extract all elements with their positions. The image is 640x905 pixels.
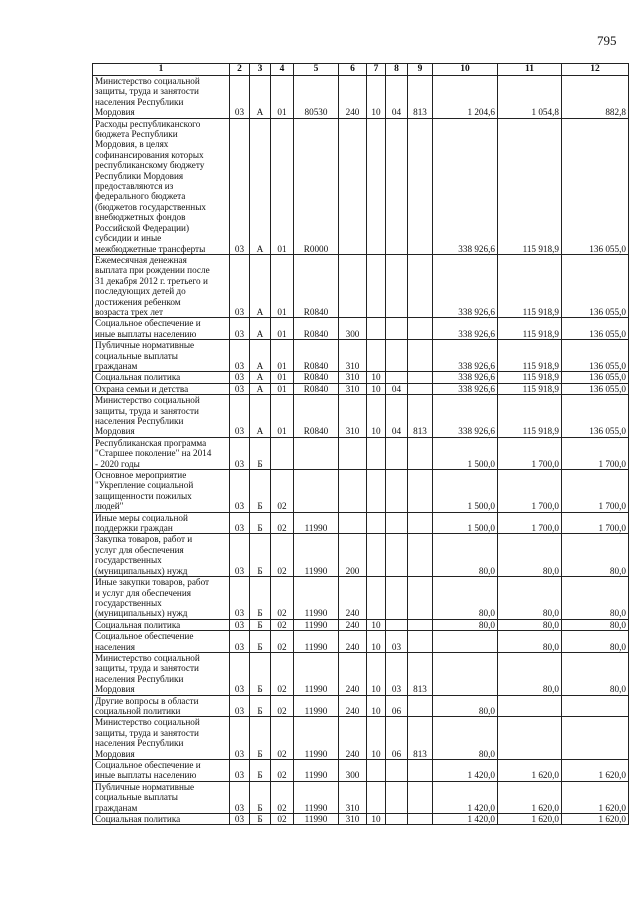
header-cell: 6 [339, 64, 367, 76]
section-code: 03 [230, 534, 250, 577]
row-name: Министерство социальной защиты, труда и занятости населения Республики Мордовия [93, 652, 230, 695]
expense-type-code: 200 [339, 534, 367, 577]
amount-year-2: 80,0 [498, 577, 562, 620]
target-code: 11990 [294, 814, 339, 825]
program-code: Б [250, 470, 271, 513]
expense-type-code: 310 [339, 814, 367, 825]
subdivision-code: 06 [386, 717, 408, 760]
subdivision-code [386, 577, 408, 620]
subprogram-code: 01 [271, 254, 294, 317]
ministry-code [408, 695, 433, 717]
table-row [93, 512, 629, 534]
ministry-code: 813 [408, 395, 433, 438]
amount-year-3: 136 055,0 [562, 340, 629, 372]
table-row [93, 619, 629, 630]
page-number: 795 [597, 33, 617, 48]
table-row [93, 395, 629, 438]
expense-type-code: 240 [339, 577, 367, 620]
row-name: Министерство социальной защиты, труда и занятости населения Республики Мордовия [93, 395, 230, 438]
header-cell: 3 [250, 64, 271, 76]
section-code: 03 [230, 470, 250, 513]
amount-year-1: 338 926,6 [433, 383, 498, 394]
ministry-code [408, 760, 433, 782]
program-code: Б [250, 631, 271, 653]
target-code: R0840 [294, 383, 339, 394]
amount-year-2: 1 620,0 [498, 760, 562, 782]
amount-year-2: 1 700,0 [498, 512, 562, 534]
program-code: Б [250, 512, 271, 534]
subprogram-code: 01 [271, 340, 294, 372]
subprogram-code: 02 [271, 814, 294, 825]
amount-year-1: 1 420,0 [433, 760, 498, 782]
amount-year-3: 80,0 [562, 534, 629, 577]
subprogram-code: 02 [271, 760, 294, 782]
amount-year-1: 338 926,6 [433, 118, 498, 254]
target-code: R0000 [294, 118, 339, 254]
subprogram-code: 01 [271, 318, 294, 340]
expense-type-code: 240 [339, 76, 367, 119]
table-row [93, 652, 629, 695]
row-name: Социальное обеспечение и иные выплаты населению [93, 318, 230, 340]
division-code [367, 534, 386, 577]
table-row [93, 470, 629, 513]
subprogram-code: 01 [271, 383, 294, 394]
expense-type-code: 240 [339, 717, 367, 760]
amount-year-3: 80,0 [562, 652, 629, 695]
subprogram-code: 02 [271, 470, 294, 513]
section-code: 03 [230, 814, 250, 825]
target-code: 11990 [294, 652, 339, 695]
subdivision-code [386, 340, 408, 372]
expense-type-code: 240 [339, 695, 367, 717]
header-cell: 5 [294, 64, 339, 76]
header-cell: 4 [271, 64, 294, 76]
program-code: Б [250, 619, 271, 630]
subdivision-code [386, 512, 408, 534]
subprogram-code: 02 [271, 631, 294, 653]
row-name: Республиканская программа "Старшее поколение" на 2014 - 2020 годы [93, 437, 230, 469]
division-code [367, 340, 386, 372]
target-code: 11990 [294, 619, 339, 630]
division-code: 10 [367, 814, 386, 825]
amount-year-3: 882,8 [562, 76, 629, 119]
program-code: А [250, 76, 271, 119]
division-code: 10 [367, 76, 386, 119]
table-row [93, 760, 629, 782]
amount-year-1: 80,0 [433, 577, 498, 620]
row-name: Публичные нормативные социальные выплаты гражданам [93, 340, 230, 372]
amount-year-3: 80,0 [562, 631, 629, 653]
amount-year-2 [498, 695, 562, 717]
program-code: А [250, 340, 271, 372]
division-code [367, 118, 386, 254]
division-code [367, 318, 386, 340]
ministry-code [408, 781, 433, 813]
amount-year-2: 80,0 [498, 652, 562, 695]
expense-type-code: 310 [339, 395, 367, 438]
expense-type-code: 300 [339, 760, 367, 782]
amount-year-3: 1 700,0 [562, 512, 629, 534]
subdivision-code [386, 619, 408, 630]
subdivision-code: 03 [386, 631, 408, 653]
ministry-code: 813 [408, 652, 433, 695]
table-row [93, 318, 629, 340]
row-name: Закупка товаров, работ и услуг для обеспечения государственных (муниципальных) нужд [93, 534, 230, 577]
amount-year-3: 1 700,0 [562, 470, 629, 513]
table-row [93, 383, 629, 394]
header-row [93, 64, 629, 76]
subdivision-code [386, 118, 408, 254]
table-row [93, 254, 629, 317]
row-name: Министерство социальной защиты, труда и занятости населения Республики Мордовия [93, 717, 230, 760]
row-name: Министерство социальной защиты, труда и занятости населения Республики Мордовия [93, 76, 230, 119]
amount-year-3: 136 055,0 [562, 383, 629, 394]
subdivision-code: 04 [386, 383, 408, 394]
division-code: 10 [367, 631, 386, 653]
header-cell: 12 [562, 64, 629, 76]
amount-year-2: 1 620,0 [498, 814, 562, 825]
section-code: 03 [230, 717, 250, 760]
target-code: 80530 [294, 76, 339, 119]
row-name: Другие вопросы в области социальной политики [93, 695, 230, 717]
amount-year-2 [498, 717, 562, 760]
expense-type-code: 310 [339, 340, 367, 372]
subprogram-code: 01 [271, 395, 294, 438]
expense-type-code [339, 470, 367, 513]
program-code: Б [250, 695, 271, 717]
division-code [367, 781, 386, 813]
table-row [93, 717, 629, 760]
target-code: 11990 [294, 534, 339, 577]
row-name: Социальное обеспечение и иные выплаты населению [93, 760, 230, 782]
expense-type-code: 300 [339, 318, 367, 340]
ministry-code [408, 512, 433, 534]
division-code: 10 [367, 717, 386, 760]
amount-year-1: 80,0 [433, 695, 498, 717]
target-code: R0840 [294, 395, 339, 438]
subdivision-code: 04 [386, 76, 408, 119]
subprogram-code: 01 [271, 118, 294, 254]
row-name: Социальное обеспечение населения [93, 631, 230, 653]
table-row [93, 577, 629, 620]
target-code: 11990 [294, 760, 339, 782]
amount-year-3: 80,0 [562, 577, 629, 620]
target-code [294, 470, 339, 513]
row-name: Социальная политика [93, 372, 230, 383]
amount-year-3: 1 620,0 [562, 814, 629, 825]
subdivision-code [386, 318, 408, 340]
section-code: 03 [230, 118, 250, 254]
table-row [93, 534, 629, 577]
amount-year-3: 136 055,0 [562, 318, 629, 340]
table-row [93, 437, 629, 469]
header-cell: 11 [498, 64, 562, 76]
subprogram-code: 02 [271, 717, 294, 760]
ministry-code [408, 619, 433, 630]
section-code: 03 [230, 76, 250, 119]
subdivision-code [386, 254, 408, 317]
expense-type-code: 310 [339, 781, 367, 813]
amount-year-1: 1 500,0 [433, 512, 498, 534]
section-code: 03 [230, 318, 250, 340]
subdivision-code: 03 [386, 652, 408, 695]
division-code: 10 [367, 383, 386, 394]
header-cell: 10 [433, 64, 498, 76]
subprogram-code: 02 [271, 577, 294, 620]
section-code: 03 [230, 372, 250, 383]
table-row [93, 372, 629, 383]
section-code: 03 [230, 619, 250, 630]
division-code: 10 [367, 395, 386, 438]
program-code: Б [250, 534, 271, 577]
subdivision-code [386, 814, 408, 825]
program-code: А [250, 383, 271, 394]
amount-year-2: 1 620,0 [498, 781, 562, 813]
division-code [367, 254, 386, 317]
subprogram-code [271, 437, 294, 469]
target-code: R0840 [294, 372, 339, 383]
section-code: 03 [230, 437, 250, 469]
section-code: 03 [230, 383, 250, 394]
program-code: Б [250, 760, 271, 782]
table-row [93, 118, 629, 254]
amount-year-2: 1 700,0 [498, 437, 562, 469]
program-code: А [250, 395, 271, 438]
amount-year-1: 338 926,6 [433, 254, 498, 317]
division-code [367, 760, 386, 782]
row-name: Публичные нормативные социальные выплаты гражданам [93, 781, 230, 813]
amount-year-3: 136 055,0 [562, 118, 629, 254]
expense-type-code: 310 [339, 383, 367, 394]
amount-year-3 [562, 717, 629, 760]
ministry-code [408, 383, 433, 394]
ministry-code [408, 631, 433, 653]
subprogram-code: 01 [271, 76, 294, 119]
subdivision-code [386, 437, 408, 469]
subprogram-code: 01 [271, 372, 294, 383]
amount-year-1: 338 926,6 [433, 318, 498, 340]
amount-year-2: 80,0 [498, 619, 562, 630]
subprogram-code: 02 [271, 695, 294, 717]
expense-type-code: 240 [339, 652, 367, 695]
program-code: Б [250, 437, 271, 469]
subprogram-code: 02 [271, 652, 294, 695]
row-name: Социальная политика [93, 619, 230, 630]
division-code [367, 512, 386, 534]
subdivision-code [386, 470, 408, 513]
expense-type-code [339, 512, 367, 534]
division-code [367, 470, 386, 513]
section-code: 03 [230, 760, 250, 782]
target-code: 11990 [294, 577, 339, 620]
subprogram-code: 02 [271, 534, 294, 577]
section-code: 03 [230, 340, 250, 372]
target-code: R0840 [294, 340, 339, 372]
amount-year-2: 1 054,8 [498, 76, 562, 119]
amount-year-2: 80,0 [498, 631, 562, 653]
division-code: 10 [367, 652, 386, 695]
table-row [93, 781, 629, 813]
table-row [93, 340, 629, 372]
amount-year-2: 115 918,9 [498, 395, 562, 438]
target-code: R0840 [294, 254, 339, 317]
ministry-code [408, 437, 433, 469]
amount-year-1: 338 926,6 [433, 340, 498, 372]
program-code: А [250, 118, 271, 254]
table-row [93, 631, 629, 653]
amount-year-3 [562, 695, 629, 717]
subdivision-code: 06 [386, 695, 408, 717]
division-code: 10 [367, 619, 386, 630]
section-code: 03 [230, 577, 250, 620]
division-code [367, 577, 386, 620]
amount-year-1 [433, 631, 498, 653]
expense-type-code: 310 [339, 372, 367, 383]
program-code: Б [250, 652, 271, 695]
section-code: 03 [230, 254, 250, 317]
subdivision-code [386, 372, 408, 383]
target-code: 11990 [294, 631, 339, 653]
amount-year-3: 80,0 [562, 619, 629, 630]
program-code: А [250, 254, 271, 317]
program-code: Б [250, 717, 271, 760]
amount-year-1 [433, 652, 498, 695]
table-row [93, 695, 629, 717]
ministry-code [408, 118, 433, 254]
amount-year-1: 80,0 [433, 717, 498, 760]
amount-year-3: 136 055,0 [562, 254, 629, 317]
ministry-code [408, 318, 433, 340]
subdivision-code [386, 781, 408, 813]
amount-year-1: 1 500,0 [433, 437, 498, 469]
section-code: 03 [230, 781, 250, 813]
expense-type-code [339, 254, 367, 317]
amount-year-1: 80,0 [433, 534, 498, 577]
section-code: 03 [230, 512, 250, 534]
target-code: 11990 [294, 512, 339, 534]
target-code: 11990 [294, 781, 339, 813]
subdivision-code: 04 [386, 395, 408, 438]
section-code: 03 [230, 395, 250, 438]
expense-type-code: 240 [339, 619, 367, 630]
amount-year-3: 1 700,0 [562, 437, 629, 469]
amount-year-2: 115 918,9 [498, 340, 562, 372]
amount-year-2: 115 918,9 [498, 318, 562, 340]
target-code: 11990 [294, 695, 339, 717]
program-code: Б [250, 781, 271, 813]
row-name: Основное мероприятие "Укрепление социальной защищенности пожилых людей" [93, 470, 230, 513]
ministry-code [408, 470, 433, 513]
program-code: А [250, 318, 271, 340]
section-code: 03 [230, 631, 250, 653]
row-name: Ежемесячная денежная выплата при рождении после 31 декабря 2012 г. третьего и последующих детей до достижения ребенком возраста трех лет [93, 254, 230, 317]
subprogram-code: 02 [271, 781, 294, 813]
expense-type-code: 240 [339, 631, 367, 653]
amount-year-1: 1 420,0 [433, 814, 498, 825]
row-name: Иные меры социальной поддержки граждан [93, 512, 230, 534]
header-cell: 9 [408, 64, 433, 76]
amount-year-1: 1 420,0 [433, 781, 498, 813]
subprogram-code: 02 [271, 619, 294, 630]
subprogram-code: 02 [271, 512, 294, 534]
amount-year-2: 80,0 [498, 534, 562, 577]
program-code: Б [250, 577, 271, 620]
table-row [93, 76, 629, 119]
program-code: А [250, 372, 271, 383]
ministry-code [408, 814, 433, 825]
division-code [367, 437, 386, 469]
row-name: Иные закупки товаров, работ и услуг для обеспечения государственных (муниципальных) нужд [93, 577, 230, 620]
expense-type-code [339, 437, 367, 469]
amount-year-2: 115 918,9 [498, 372, 562, 383]
amount-year-1: 338 926,6 [433, 395, 498, 438]
amount-year-2: 115 918,9 [498, 254, 562, 317]
header-cell: 1 [93, 64, 230, 76]
ministry-code: 813 [408, 717, 433, 760]
amount-year-1: 1 500,0 [433, 470, 498, 513]
row-name: Охрана семьи и детства [93, 383, 230, 394]
ministry-code [408, 577, 433, 620]
program-code: Б [250, 814, 271, 825]
amount-year-3: 1 620,0 [562, 781, 629, 813]
header-cell: 8 [386, 64, 408, 76]
expense-type-code [339, 118, 367, 254]
amount-year-2: 115 918,9 [498, 118, 562, 254]
amount-year-2: 1 700,0 [498, 470, 562, 513]
ministry-code [408, 534, 433, 577]
division-code: 10 [367, 695, 386, 717]
subdivision-code [386, 760, 408, 782]
amount-year-1: 1 204,6 [433, 76, 498, 119]
amount-year-3: 136 055,0 [562, 395, 629, 438]
target-code: 11990 [294, 717, 339, 760]
header-cell: 7 [367, 64, 386, 76]
section-code: 03 [230, 652, 250, 695]
amount-year-1: 338 926,6 [433, 372, 498, 383]
target-code [294, 437, 339, 469]
ministry-code: 813 [408, 76, 433, 119]
target-code: R0840 [294, 318, 339, 340]
ministry-code [408, 340, 433, 372]
header-cell: 2 [230, 64, 250, 76]
budget-table [92, 63, 629, 825]
ministry-code [408, 372, 433, 383]
division-code: 10 [367, 372, 386, 383]
row-name: Расходы республиканского бюджета Республики Мордовия, в целях софинансирования которых республиканскому бюджету Республики Мордовия предоставляются из федерального бюджета (бюджетов государственных внебюджетных фондов Российской Федерации) субсидии и иные межбюджетные трансферты [93, 118, 230, 254]
ministry-code [408, 254, 433, 317]
amount-year-2: 115 918,9 [498, 383, 562, 394]
amount-year-1: 80,0 [433, 619, 498, 630]
table-row [93, 814, 629, 825]
section-code: 03 [230, 695, 250, 717]
row-name: Социальная политика [93, 814, 230, 825]
amount-year-3: 1 620,0 [562, 760, 629, 782]
subdivision-code [386, 534, 408, 577]
amount-year-3: 136 055,0 [562, 372, 629, 383]
